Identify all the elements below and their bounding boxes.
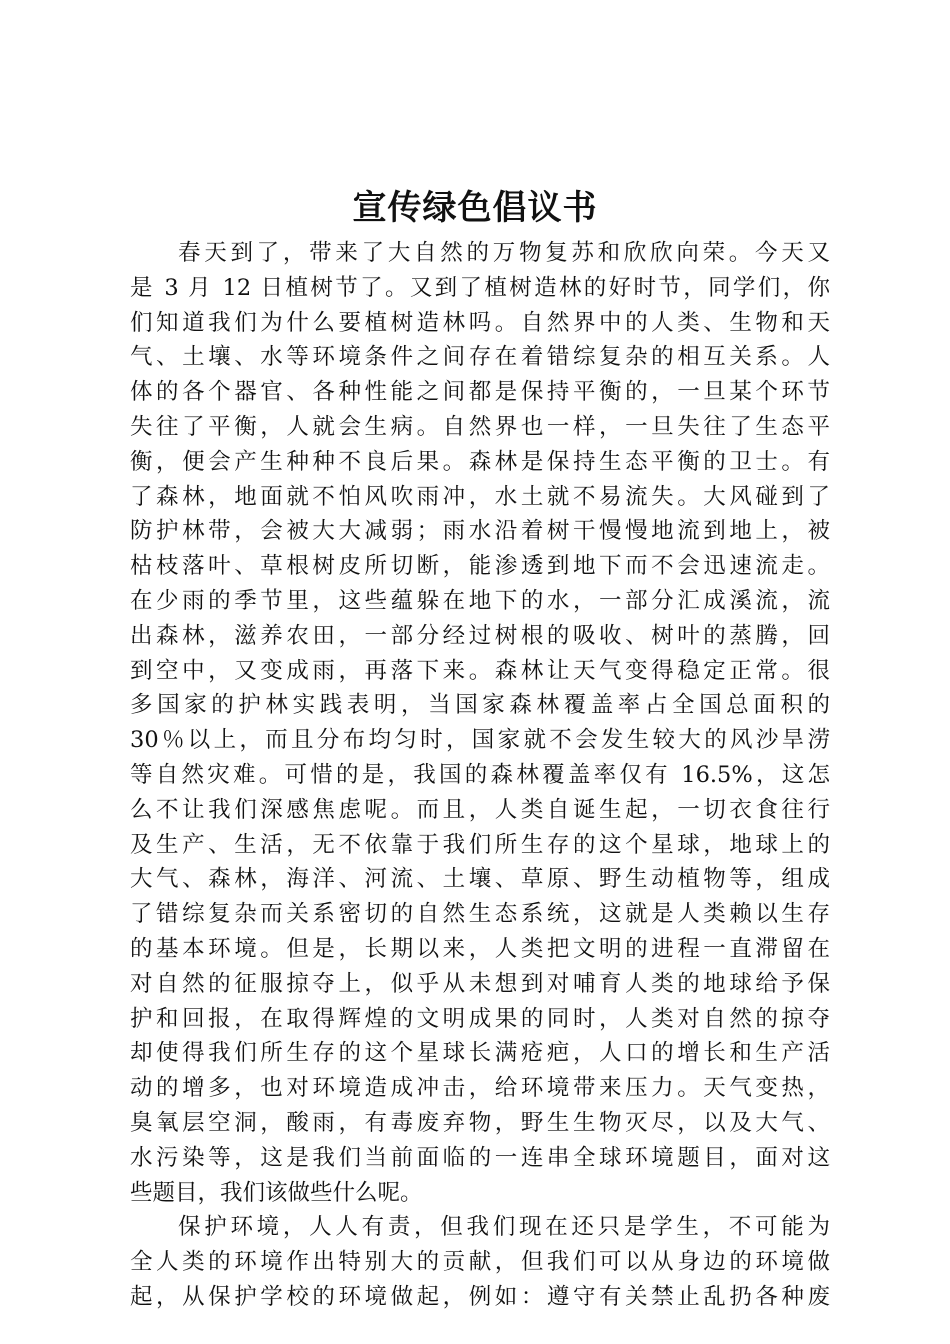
text-line: 出森林，滋养农田，一部分经过树根的吸收、树叶的蒸腾，回 — [130, 622, 830, 649]
text-line: 失往了平衡，人就会生病。自然界也一样，一旦失往了生态平 — [130, 413, 830, 440]
text-line: 春天到了，带来了大自然的万物复苏和欣欣向荣。今天又 — [178, 240, 830, 266]
text-line: 等自然灾难。可惜的是，我国的森林覆盖率仅有 16.5%，这怎 — [130, 761, 830, 788]
text-line: 到空中，又变成雨，再落下来。森林让天气变得稳定正常。很 — [130, 657, 830, 684]
text-line: 体的各个器官、各种性能之间都是保持平衡的，一旦某个环节 — [130, 379, 830, 406]
paragraph-2 — [130, 1210, 830, 1314]
text-line: 水污染等，这是我们当前面临的一连串全球环境题目，面对这 — [130, 1144, 830, 1171]
paragraph-1 — [130, 236, 830, 1210]
text-line: 了错综复杂而关系密切的自然生态系统，这就是人类赖以生存 — [130, 901, 830, 928]
text-line: 保护环境，人人有责，但我们现在还只是学生，不可能为 — [178, 1214, 830, 1241]
text-line: 的基本环境。但是，长期以来，人类把文明的进程一直滞留在 — [130, 935, 830, 962]
text-line: 全人类的环境作出特别大的贡献，但我们可以从身边的环境做 — [130, 1249, 830, 1276]
text-line: 多国家的护林实践表明，当国家森林覆盖率占全国总面积的 — [130, 692, 830, 719]
text-line: 在少雨的季节里，这些蕴躲在地下的水，一部分汇成溪流，流 — [130, 587, 830, 614]
text-line: 臭氧层空洞，酸雨，有毒废弃物，野生生物灭尽，以及大气、 — [130, 1109, 830, 1136]
text-line: 30％以上，而且分布均匀时，国家就不会发生较大的风沙旱涝 — [130, 727, 830, 754]
text-line: 对自然的征服掠夺上，似乎从未想到对哺育人类的地球给予保 — [130, 970, 830, 997]
text-line: 些题目，我们该做些什么呢。 — [130, 1179, 423, 1206]
text-line: 么不让我们深感焦虑呢。而且，人类自诞生起，一切衣食往行 — [130, 796, 830, 823]
text-line: 们知道我们为什么要植树造林吗。自然界中的人类、生物和天 — [130, 309, 830, 336]
text-line: 起，从保护学校的环境做起，例如：遵守有关禁止乱扔各种废 — [130, 1283, 830, 1310]
document-title: 宣传绿色倡议书 — [352, 188, 598, 228]
text-line: 大气、森林，海洋、河流、土壤、草原、野生动植物等，组成 — [130, 866, 830, 893]
text-line: 衡，便会产生种种不良后果。森林是保持生态平衡的卫士。有 — [130, 448, 830, 475]
text-line: 枯枝落叶、草根树皮所切断，能渗透到地下而不会迅速流走。 — [130, 553, 830, 580]
text-line: 护和回报，在取得辉煌的文明成果的同时，人类对自然的掠夺 — [130, 1005, 830, 1032]
text-line: 气、土壤、水等环境条件之间存在着错综复杂的相互关系。人 — [130, 344, 830, 371]
text-line: 是 3 月 12 日植树节了。又到了植树造林的好时节，同学们，你 — [130, 274, 830, 301]
text-line: 及生产、生活，无不依靠于我们所生存的这个星球，地球上的 — [130, 831, 830, 858]
text-line: 了森林，地面就不怕风吹雨冲，水土就不易流失。大风碰到了 — [130, 483, 830, 510]
text-line: 却使得我们所生存的这个星球长满疮疤，人口的增长和生产活 — [130, 1040, 830, 1067]
document-body — [130, 236, 830, 1315]
text-line: 动的增多，也对环境造成冲击，给环境带来压力。天气变热， — [130, 1075, 830, 1102]
text-line: 防护林带，会被大大减弱；雨水沿着树干慢慢地流到地上，被 — [130, 518, 830, 545]
